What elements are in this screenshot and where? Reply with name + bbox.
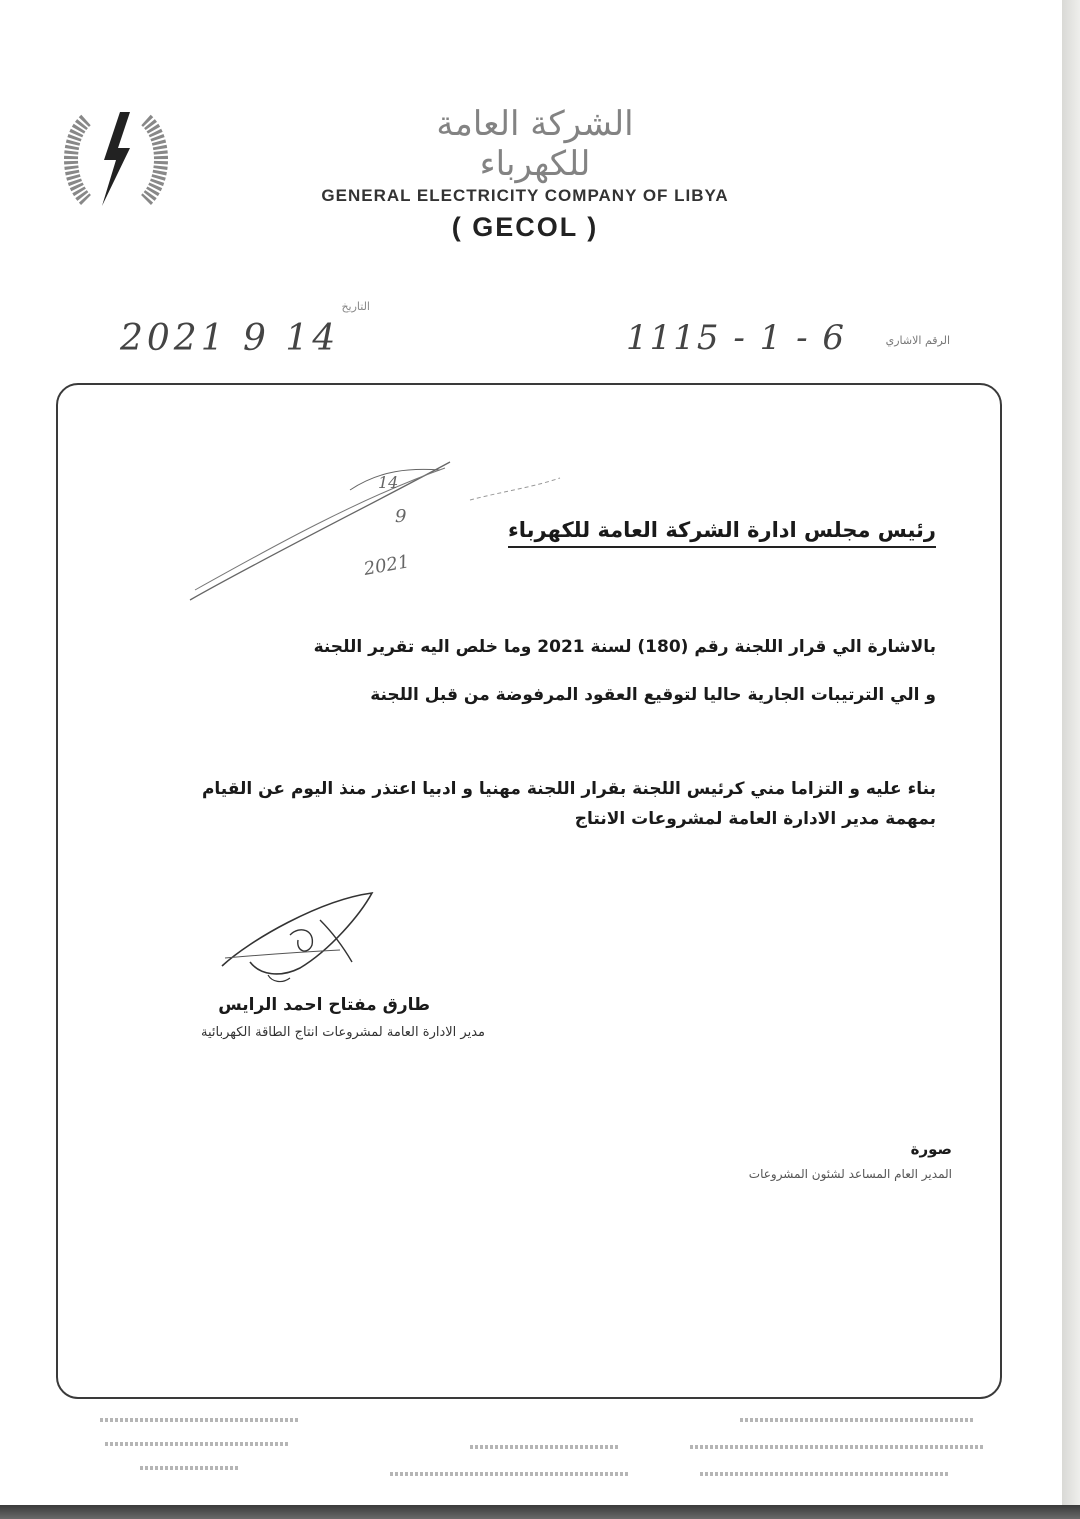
scan-edge-bottom	[0, 1505, 1080, 1519]
svg-text:2021: 2021	[362, 551, 411, 580]
signatory-title: مدير الادارة العامة لمشروعات انتاج الطاقة الكهربائية	[200, 1025, 485, 1040]
scan-edge-right	[1062, 0, 1080, 1519]
signatory-name: طارق مفتاح احمد الرايس	[218, 995, 430, 1015]
paragraph-2-line-2: بمهمة مدير الادارة العامة لمشروعات الانتاج	[574, 809, 936, 829]
copy-recipient: المدير العام المساعد لشئون المشروعات	[748, 1167, 952, 1181]
reference-label: الرقم الاشاري	[885, 334, 950, 347]
reference-value: 1115 - 1 - 6	[626, 318, 846, 358]
date-value: 2021 9 14	[120, 318, 340, 359]
paragraph-2-line-1: بناء عليه و التزاما مني كرئيس اللجنة بقرار اللجنة مهنيا و ادبيا اعتذر منذ اليوم عن القيام	[201, 779, 936, 799]
svg-text:9: 9	[395, 506, 407, 527]
copy-label: صورة	[910, 1140, 952, 1158]
paragraph-1-line-1: بالاشارة الي قرار اللجنة رقم (180) لسنة 2021 وما خلص اليه تقرير اللجنة	[313, 637, 936, 657]
company-name-english: GENERAL ELECTRICITY COMPANY OF LIBYA	[321, 186, 729, 205]
paragraph-1-line-2: و الي الترتيبات الجارية حاليا لتوقيع العقود المرفوضة من قبل اللجنة	[370, 685, 936, 705]
svg-text:14: 14	[378, 473, 399, 492]
company-abbreviation: ( GECOL )	[451, 212, 599, 242]
company-name-arabic: الشركة العامة للكهرباء	[436, 104, 634, 184]
addressee: رئيس مجلس ادارة الشركة العامة للكهرباء	[508, 518, 936, 548]
date-label: التاريخ	[341, 300, 370, 313]
